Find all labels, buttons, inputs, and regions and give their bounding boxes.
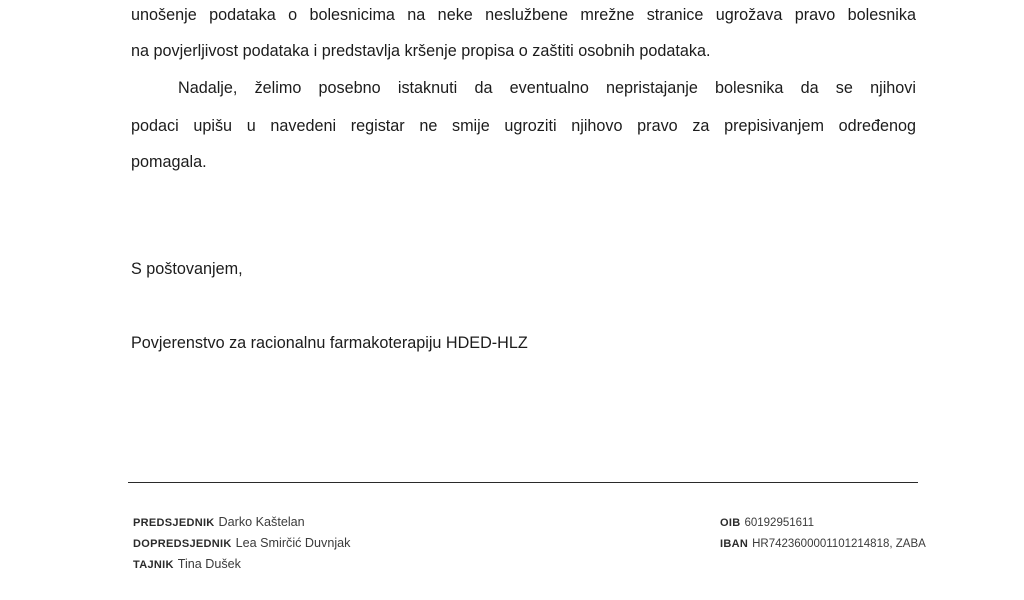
footer-officers bbox=[133, 512, 350, 575]
footer-value: Tina Dušek bbox=[177, 557, 241, 571]
body-text-line: Nadalje, želimo posebno istaknuti da eventualno nepristajanje bolesnika da se njihovi bbox=[178, 79, 916, 97]
footer-value: Lea Smirčić Duvnjak bbox=[235, 536, 351, 550]
body-text-line: unošenje podataka o bolesnicima na neke neslužbene mrežne stranice ugrožava pravo bolesnika bbox=[131, 6, 916, 24]
footer-value: Darko Kaštelan bbox=[218, 515, 305, 529]
footer-label: OIB bbox=[720, 517, 741, 529]
signature-committee: Povjerenstvo za racionalnu farmakoterapiju HDED-HLZ bbox=[131, 334, 528, 352]
footer-oib-row bbox=[720, 512, 926, 533]
footer-label: TAJNIK bbox=[133, 559, 174, 571]
footer-label: PREDSJEDNIK bbox=[133, 517, 215, 529]
footer-label: IBAN bbox=[720, 538, 749, 550]
footer-iban-row bbox=[720, 533, 926, 554]
body-text-line: pomagala. bbox=[131, 153, 207, 171]
footer-value: HR7423600001101214818, ZABA bbox=[752, 538, 926, 550]
footer-president-row bbox=[133, 512, 350, 533]
footer-vice-president-row bbox=[133, 533, 350, 554]
footer-value: 60192951611 bbox=[744, 517, 814, 529]
closing-salutation: S poštovanjem, bbox=[131, 260, 243, 278]
body-text-line: na povjerljivost podataka i predstavlja kršenje propisa o zaštiti osobnih podataka. bbox=[131, 42, 711, 60]
footer-divider bbox=[128, 482, 918, 483]
footer-bank-details bbox=[720, 512, 926, 554]
footer-label: DOPREDSJEDNIK bbox=[133, 538, 232, 550]
body-text-line: podaci upišu u navedeni registar ne smije ugroziti njihovo pravo za prepisivanjem određenog bbox=[131, 117, 916, 135]
footer-secretary-row bbox=[133, 554, 350, 575]
